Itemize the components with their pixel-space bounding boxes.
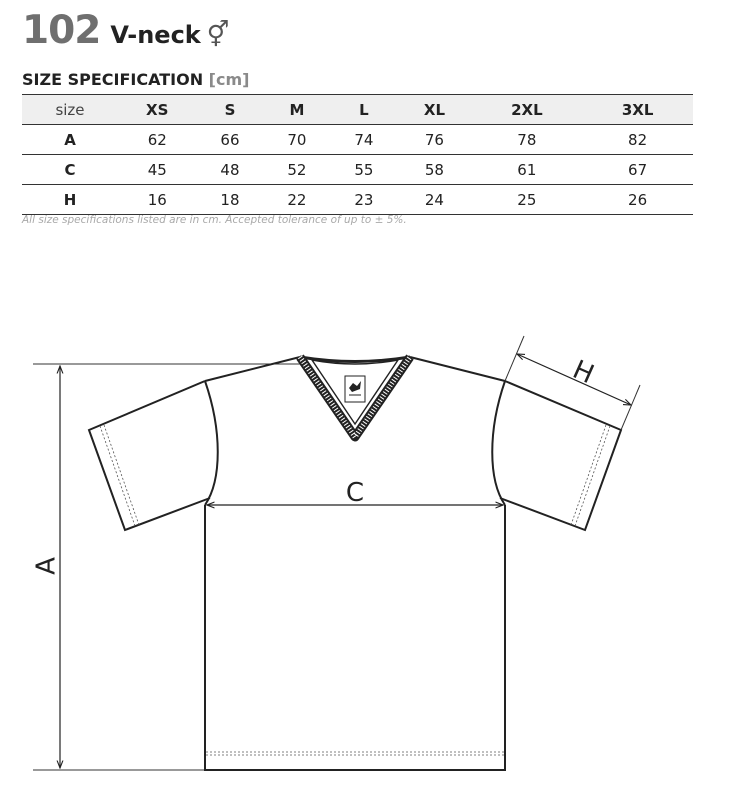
table-cell: 25: [471, 185, 582, 215]
spec-unit: [cm]: [208, 70, 250, 89]
left-sleeve: [89, 381, 210, 530]
row-label: H: [22, 185, 118, 215]
right-armhole: [492, 381, 505, 505]
tolerance-note: All size specifications listed are in cm. Accepted tolerance of up to ± 5%.: [22, 214, 407, 226]
table-cell: 82: [582, 125, 693, 155]
table-cell: 26: [582, 185, 693, 215]
left-armhole: [205, 381, 218, 505]
table-cell: 48: [196, 155, 263, 185]
table-cell: 52: [263, 155, 330, 185]
table-cell: 61: [471, 155, 582, 185]
table-cell: 18: [196, 185, 263, 215]
table-cell: 55: [330, 155, 397, 185]
model-number: 102: [22, 8, 101, 53]
size-header-cell: M: [263, 95, 330, 125]
table-cell: 23: [330, 185, 397, 215]
table-cell: 58: [397, 155, 471, 185]
size-header-cell: XS: [118, 95, 196, 125]
size-header-cell: L: [330, 95, 397, 125]
size-header-cell: XL: [397, 95, 471, 125]
row-label: C: [22, 155, 118, 185]
spec-title: SIZE SPECIFICATION: [22, 70, 204, 89]
h-extension-line-1: [505, 336, 524, 381]
right-sleeve: [500, 381, 621, 530]
row-label: A: [22, 125, 118, 155]
table-cell: 16: [118, 185, 196, 215]
table-cell: 76: [397, 125, 471, 155]
table-cell: 24: [397, 185, 471, 215]
model-name: V-neck: [110, 21, 201, 49]
unisex-icon: ⚥: [206, 20, 230, 49]
label-c: C: [345, 478, 365, 508]
table-cell: 74: [330, 125, 397, 155]
size-header-cell: 3XL: [582, 95, 693, 125]
table-cell: 62: [118, 125, 196, 155]
table-cell: 67: [582, 155, 693, 185]
label-h: H: [568, 354, 599, 391]
size-header-cell: S: [196, 95, 263, 125]
size-header-cell: 2XL: [471, 95, 582, 125]
table-cell: 70: [263, 125, 330, 155]
label-a: A: [31, 557, 62, 575]
table-cell: 78: [471, 125, 582, 155]
right-shoulder: [410, 357, 505, 381]
table-cell: 66: [196, 125, 263, 155]
size-header-label: size: [22, 95, 118, 125]
table-cell: 22: [263, 185, 330, 215]
table-cell: 45: [118, 155, 196, 185]
h-extension-line-2: [621, 385, 640, 430]
left-shoulder: [205, 357, 300, 381]
shirt-body: [205, 505, 505, 770]
